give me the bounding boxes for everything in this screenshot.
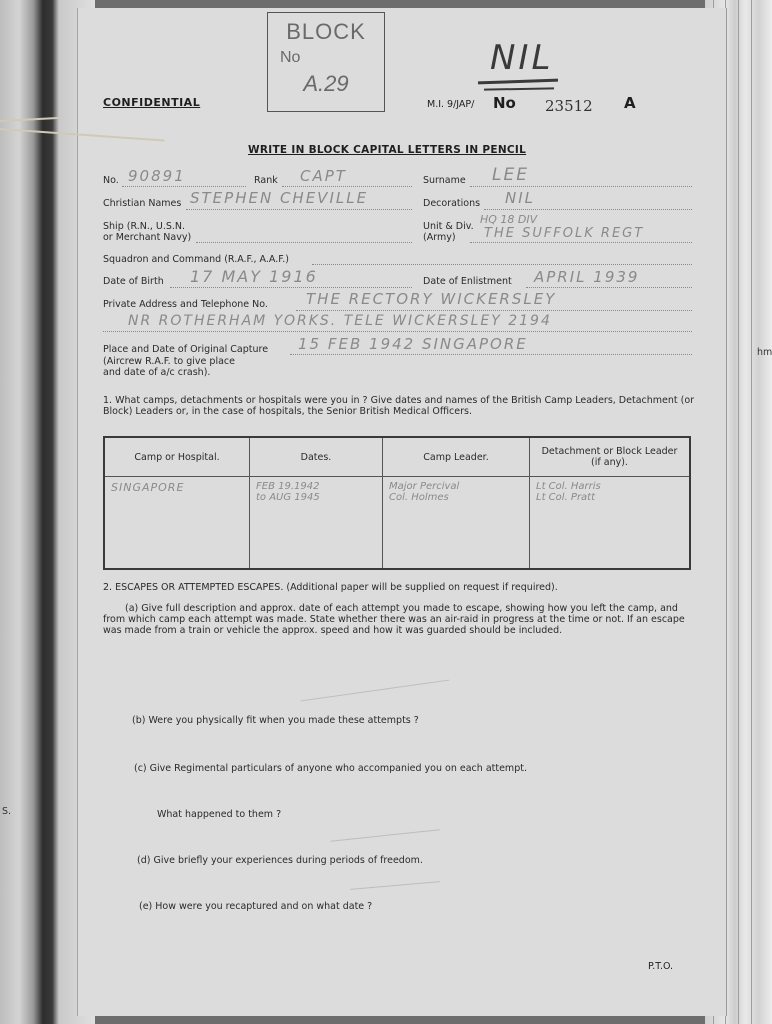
pto-label: P.T.O. [648,961,674,972]
form-ref: M.I. 9/JAP/ [427,99,475,110]
address-label: Private Address and Telephone No. [103,299,268,310]
nil-mark: NIL [490,38,554,78]
col-camp-header: Camp or Hospital. [104,437,250,477]
question-1: 1. What camps, detachments or hospitals were you in ? Give dates and names of the British Camp Leaders, Detachment (or Block) Leaders or, in the case of hospitals, the Senior British Medical Officers. [103,395,695,417]
cell-dates-2: to AUG 1945 [256,492,320,503]
cell-detachment-2: Lt Col. Pratt [536,492,596,503]
block-stamp [267,12,385,112]
ship-label-1: Ship (R.N., U.S.N. [103,221,186,232]
cell-detachment-1: Lt Col. Harris [536,481,601,492]
margin-mark-left: S. [2,806,12,817]
question-2d: (d) Give briefly your experiences during periods of freedom. [137,855,423,866]
no-label: No. [103,175,119,186]
christian-names-value: STEPHEN CHEVILLE [190,189,369,207]
stamp-no: No [280,49,301,66]
surname-label: Surname [423,175,466,186]
question-2e: (e) How were you recaptured and on what date ? [139,901,373,912]
address-value-2: NR ROTHERHAM YORKS. TELE WICKERSLEY 2194 [128,313,552,329]
serial-suffix: A [624,94,636,112]
stamp-block: BLOCK [286,19,366,44]
serial-no-label: No [493,94,516,112]
cell-leader-1: Major Percival [389,481,460,492]
ship-label-2: or Merchant Navy) [103,232,192,243]
dob-value: 17 MAY 1916 [190,267,318,286]
confidential-label: CONFIDENTIAL [103,96,201,109]
dob-label: Date of Birth [103,276,164,287]
capture-label-1: Place and Date of Original Capture [103,344,269,355]
rank-label: Rank [254,175,278,186]
instruction-heading: WRITE IN BLOCK CAPITAL LETTERS IN PENCIL [248,144,527,156]
unit-label-1: Unit & Div. [423,221,474,232]
capture-label-3: and date of a/c crash). [103,367,211,378]
camps-table [103,436,691,570]
enlistment-value: APRIL 1939 [534,268,640,286]
unit-value-2: THE SUFFOLK REGT [484,226,645,241]
cell-camp: SINGAPORE [111,481,185,494]
capture-value: 15 FEB 1942 SINGAPORE [298,335,528,353]
serial-number: 23512 [545,97,593,115]
col-dates-header: Dates. [250,437,383,477]
question-2c: (c) Give Regimental particulars of anyone who accompanied you on each attempt. [134,763,527,774]
no-value: 90891 [128,167,186,185]
cell-dates-1: FEB 19.1942 [256,481,320,492]
question-2-title: 2. ESCAPES OR ATTEMPTED ESCAPES. (Additional paper will be supplied on request if required). [103,582,558,593]
decorations-label: Decorations [423,198,481,209]
question-2b: (b) Were you physically fit when you made these attempts ? [132,715,419,726]
surname-value: LEE [492,165,529,185]
enlistment-label: Date of Enlistment [423,276,512,287]
decorations-value: NIL [505,189,536,207]
stamp-number: A.29 [303,71,349,96]
table-header-row [104,437,690,477]
margin-mark-right: hm [757,347,772,358]
col-detachment-header: Detachment or Block Leader (if any). [530,437,691,477]
col-leader-header: Camp Leader. [383,437,530,477]
question-2a: (a) Give full description and approx. date of each attempt you made to escape, showing how you left the camp, and from which camp each attempt was made. State whether there was an air-raid in progress at the time or not. If an escape was made from a train or vehicle the approx. speed and how it was guarded should be included. [103,603,685,636]
squadron-label: Squadron and Command (R.A.F., A.A.F.) [103,254,289,265]
christian-names-label: Christian Names [103,198,182,209]
unit-value-1: HQ 18 DIV [480,213,538,226]
capture-label-2: (Aircrew R.A.F. to give place [103,356,235,367]
unit-label-2: (Army) [423,232,456,243]
rank-value: CAPT [300,167,347,185]
cell-leader-2: Col. Holmes [389,492,449,503]
question-2c-followup: What happened to them ? [157,809,282,820]
address-value-1: THE RECTORY WICKERSLEY [306,290,557,308]
table-row [104,477,690,570]
